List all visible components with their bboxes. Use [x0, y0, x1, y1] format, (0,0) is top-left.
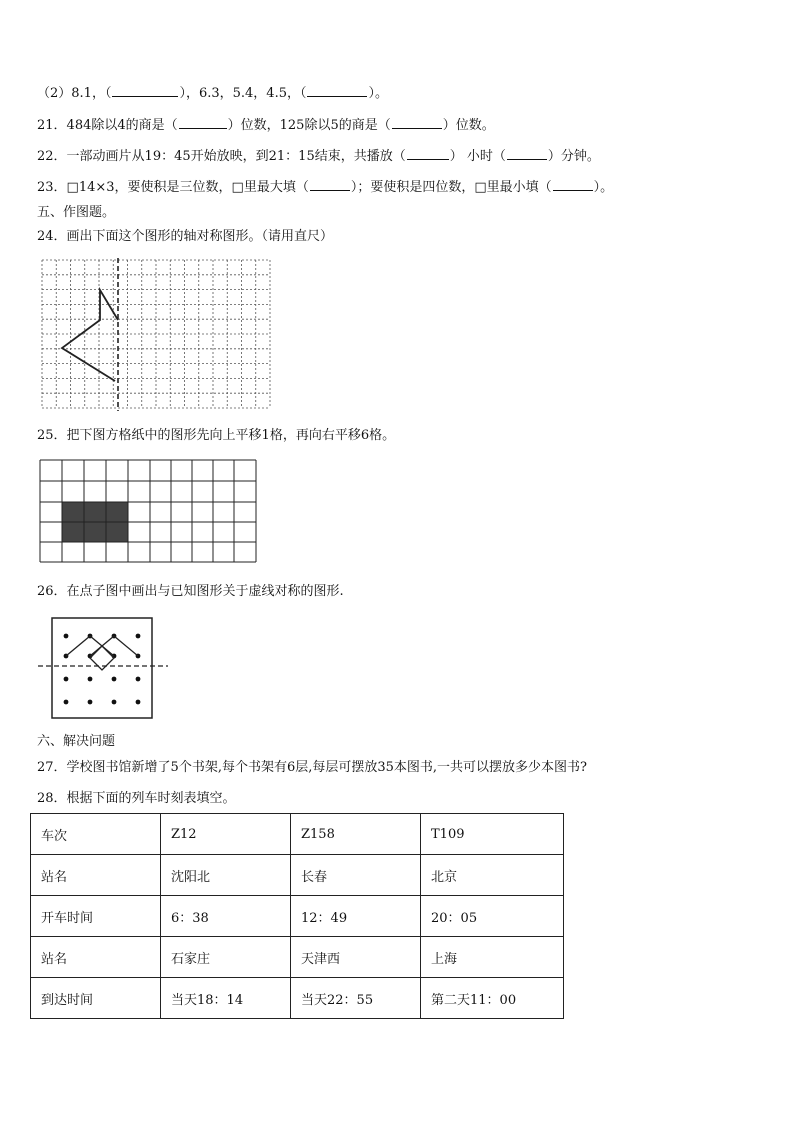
answer-blank[interactable]: [507, 147, 547, 160]
table-row: [31, 855, 564, 896]
translation-grid[interactable]: [38, 458, 260, 566]
q20-part2: （2）8.1，（ ），6.3，5.4，4.5，（ ）。: [37, 86, 388, 101]
table-cell: 20：05: [421, 896, 564, 937]
table-cell: 石家庄: [161, 937, 291, 978]
section-heading: 六、解决问题: [37, 734, 116, 749]
answer-blank[interactable]: [310, 178, 350, 191]
question-23: 23．□14×3，要使积是三位数，□里最大填（ ）；要使积是四位数，□里最小填（ ）。: [37, 180, 614, 195]
section-heading: 五、作图题。: [37, 205, 116, 220]
question-28: 28．根据下面的列车时刻表填空。: [37, 791, 236, 806]
question-22: 22．一部动画片从19：45开始放映，到21：15结束，共播放（ ） 小时（ ）分钟。: [37, 149, 600, 164]
table-cell: T109: [421, 814, 564, 855]
table-cell: 当天22：55: [291, 978, 421, 1019]
table-cell: 长春: [291, 855, 421, 896]
answer-blank[interactable]: [179, 116, 227, 129]
table-cell: 站名: [31, 855, 161, 896]
table-cell: 上海: [421, 937, 564, 978]
table-cell: 第二天11：00: [421, 978, 564, 1019]
question-25: 25．把下图方格纸中的图形先向上平移1格，再向右平移6格。: [37, 428, 396, 443]
answer-blank[interactable]: [407, 147, 449, 160]
table-cell: 沈阳北: [161, 855, 291, 896]
table-cell: Z158: [291, 814, 421, 855]
answer-blank[interactable]: [553, 178, 593, 191]
table-cell: 12：49: [291, 896, 421, 937]
table-row: [31, 937, 564, 978]
given-shape: [66, 636, 138, 670]
question-24: 24．画出下面这个图形的轴对称图形。（请用直尺）: [37, 229, 334, 244]
answer-blank[interactable]: [307, 84, 367, 97]
given-shape: [62, 290, 118, 381]
table-cell: 6：38: [161, 896, 291, 937]
dot-grid-figure[interactable]: [36, 616, 170, 720]
question-27: 27．学校图书馆新增了5个书架,每个书架有6层,每层可摆放35本图书,一共可以摆放多少本图书?: [37, 760, 587, 775]
table-cell: 北京: [421, 855, 564, 896]
table-cell: 车次: [31, 814, 161, 855]
table-row: [31, 814, 564, 855]
axis-symmetry-grid[interactable]: [40, 258, 275, 413]
table-cell: 站名: [31, 937, 161, 978]
table-cell: 当天18：14: [161, 978, 291, 1019]
question-21: 21．484除以4的商是（ ）位数，125除以5的商是（ ）位数。: [37, 118, 495, 133]
train-timetable: [30, 813, 564, 1019]
table-row: [31, 978, 564, 1019]
table-cell: Z12: [161, 814, 291, 855]
table-cell: 到达时间: [31, 978, 161, 1019]
table-row: [31, 896, 564, 937]
table-cell: 天津西: [291, 937, 421, 978]
answer-blank[interactable]: [112, 84, 178, 97]
answer-blank[interactable]: [392, 116, 442, 129]
question-26: 26．在点子图中画出与已知图形关于虚线对称的图形.: [37, 584, 344, 599]
table-cell: 开车时间: [31, 896, 161, 937]
